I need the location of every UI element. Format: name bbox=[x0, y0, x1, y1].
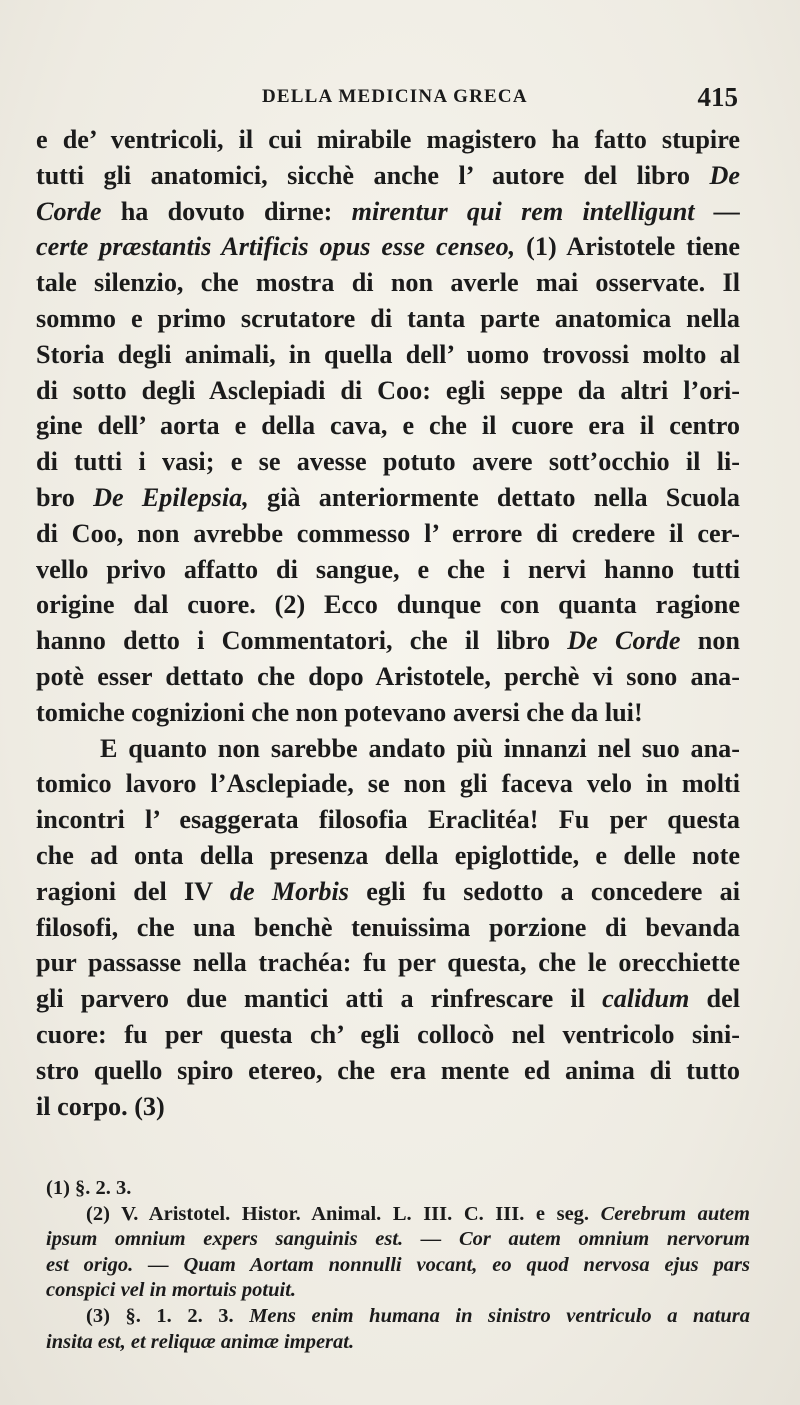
text-line bbox=[36, 552, 740, 588]
text-run: ragioni del IV bbox=[36, 876, 230, 906]
text-run: incontri l’ esaggerata filosofia Eraclitéa! Fu per questa bbox=[36, 805, 740, 835]
text-run: tomiche cognizioni che non potevano aversi che da lui! bbox=[36, 697, 643, 727]
text-run: e de’ ventricoli, il cui mirabile magistero ha fatto stupire bbox=[36, 125, 740, 154]
text-run: che ad onta della presenza della epiglottide, e delle note bbox=[36, 840, 740, 870]
italic-text: De Corde bbox=[567, 626, 681, 656]
text-line bbox=[36, 301, 740, 337]
text-run: egli fu sedotto a concedere ai bbox=[348, 876, 740, 906]
footnote-line bbox=[46, 1176, 750, 1202]
text-run: origine dal cuore. (2) Ecco dunque con quanta ragione bbox=[36, 590, 740, 620]
text-line bbox=[36, 659, 740, 695]
footnote-line bbox=[46, 1227, 750, 1253]
text-line bbox=[36, 229, 740, 265]
text-run: stro quello spiro etereo, che era mente ed anima di tutto bbox=[36, 1055, 740, 1085]
footnote-line bbox=[46, 1202, 750, 1228]
text-line bbox=[36, 945, 740, 981]
text-line bbox=[36, 838, 740, 874]
text-line bbox=[36, 910, 740, 946]
text-run: il corpo. (3) bbox=[36, 1091, 165, 1121]
footnotes bbox=[46, 1176, 750, 1355]
text-line bbox=[36, 265, 740, 301]
text-run: tutti gli anatomici, sicchè anche l’ autore del libro bbox=[36, 160, 710, 190]
text-run: pur passasse nella trachéa: fu per questa, che le orecchiette bbox=[36, 948, 740, 978]
text-run: tale silenzio, che mostra di non averle mai osservate. Il bbox=[36, 268, 740, 298]
text-line bbox=[36, 731, 740, 767]
italic-text: mirentur qui rem intelligunt — bbox=[351, 196, 740, 226]
text-line bbox=[36, 337, 740, 373]
text-line bbox=[36, 766, 740, 802]
text-run: (2) V. Aristotel. Histor. Animal. L. III. C. III. e seg. bbox=[86, 1202, 601, 1225]
italic-text: Mens enim humana in sinistro ventriculo a natura bbox=[249, 1304, 751, 1327]
text-run: non bbox=[680, 626, 740, 656]
text-run: di Coo, non avrebbe commesso l’ errore di credere il cer- bbox=[36, 518, 740, 548]
text-run: vello privo affatto di sangue, e che i nervi hanno tutti bbox=[36, 554, 740, 584]
text-line bbox=[36, 1053, 740, 1089]
footnote-line bbox=[46, 1304, 750, 1330]
text-line bbox=[36, 373, 740, 409]
text-line bbox=[36, 158, 740, 194]
body-text bbox=[36, 122, 740, 1124]
text-run: cuore: fu per questa ch’ egli collocò nel ventricolo sini- bbox=[36, 1019, 740, 1049]
italic-text: De Epilepsia, bbox=[93, 482, 249, 512]
text-run: ha dovuto dirne: bbox=[101, 196, 352, 226]
text-line bbox=[36, 981, 740, 1017]
text-line bbox=[36, 1017, 740, 1053]
italic-text: Cerebrum autem bbox=[600, 1202, 750, 1225]
text-run: potè esser dettato che dopo Aristotele, perchè vi sono ana- bbox=[36, 661, 740, 691]
text-run: bro bbox=[36, 482, 94, 512]
text-run: sommo e primo scrutatore di tanta parte anatomica nella bbox=[36, 303, 740, 333]
italic-text: insita est, et reliquæ animæ imperat. bbox=[46, 1330, 355, 1353]
text-line bbox=[36, 695, 740, 731]
text-line bbox=[36, 587, 740, 623]
text-run: E quanto non sarebbe andato più innanzi nel suo ana- bbox=[100, 733, 740, 763]
text-run: (1) Aristotele tiene bbox=[515, 232, 740, 262]
text-line bbox=[36, 444, 740, 480]
text-run: Storia degli animali, in quella dell’ uomo trovossi molto al bbox=[36, 339, 740, 369]
italic-text: certe præstantis Artificis opus esse censeo, bbox=[36, 232, 516, 262]
text-line bbox=[36, 122, 740, 158]
page-header bbox=[36, 82, 740, 122]
italic-text: ipsum omnium expers sanguinis est. — Cor autem omnium nervorum bbox=[46, 1228, 750, 1251]
text-run: (1) §. 2. 3. bbox=[46, 1177, 132, 1199]
text-line bbox=[36, 194, 740, 230]
italic-text: De bbox=[709, 160, 740, 190]
text-line bbox=[36, 874, 740, 910]
italic-text: calidum bbox=[602, 984, 690, 1014]
text-run: già anteriormente dettato nella Scuola bbox=[248, 482, 740, 512]
text-run: filosofi, che una benchè tenuissima porzione di bevanda bbox=[36, 912, 740, 942]
footnote-line bbox=[46, 1330, 750, 1356]
text-run: di sotto degli Asclepiadi di Coo: egli seppe da altri l’ori- bbox=[36, 375, 740, 405]
page-number: 415 bbox=[697, 82, 738, 112]
italic-text: de Morbis bbox=[229, 876, 349, 906]
italic-text: Corde bbox=[36, 196, 102, 226]
text-run: di tutti i vasi; e se avesse potuto avere sott’occhio il li- bbox=[36, 447, 740, 477]
text-run: gine dell’ aorta e della cava, e che il cuore era il centro bbox=[36, 411, 740, 441]
text-run: hanno detto i Commentatori, che il libro bbox=[36, 626, 568, 656]
text-run: tomico lavoro l’Asclepiade, se non gli faceva velo in molti bbox=[36, 769, 740, 799]
italic-text: est origo. — Quam Aortam nonnulli vocant, eo quod nervosa ejus pars bbox=[46, 1253, 750, 1276]
running-title: DELLA MEDICINA GRECA bbox=[262, 86, 528, 107]
text-run: del bbox=[689, 984, 740, 1014]
text-line bbox=[36, 802, 740, 838]
text-line bbox=[36, 623, 740, 659]
text-line bbox=[36, 480, 740, 516]
text-line bbox=[36, 1089, 740, 1125]
text-run: (3) §. 1. 2. 3. bbox=[86, 1304, 250, 1327]
footnote-line bbox=[46, 1253, 750, 1279]
text-run: gli parvero due mantici atti a rinfrescare il bbox=[36, 984, 603, 1014]
text-line bbox=[36, 408, 740, 444]
text-line bbox=[36, 516, 740, 552]
italic-text: conspici vel in mortuis potuit. bbox=[46, 1279, 297, 1302]
footnote-line bbox=[46, 1278, 750, 1304]
